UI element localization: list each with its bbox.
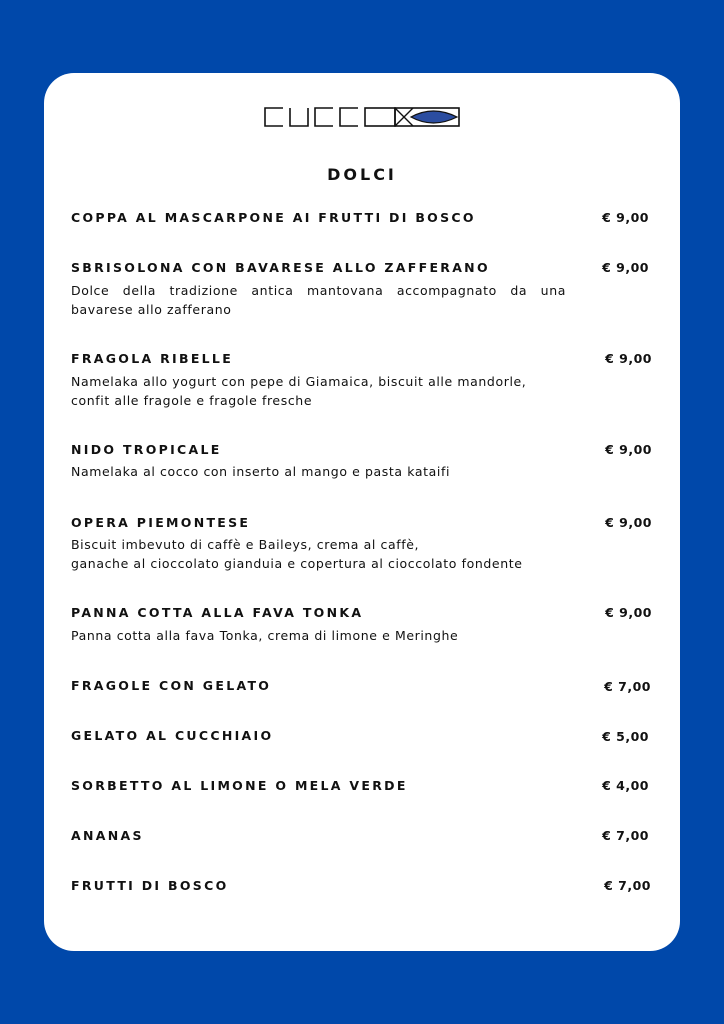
menu-item-description: Panna cotta alla fava Tonka, crema di limone e Meringhe xyxy=(71,628,459,643)
menu-item-name: OPERA PIEMONTESE xyxy=(71,515,251,530)
cucco-logo xyxy=(263,106,461,128)
menu-item-name: SORBETTO AL LIMONE O MELA VERDE xyxy=(71,778,408,793)
menu-card xyxy=(44,73,680,951)
menu-item-price: € 9,00 xyxy=(602,210,649,225)
menu-item-name: COPPA AL MASCARPONE AI FRUTTI DI BOSCO xyxy=(71,210,476,225)
menu-item-name: FRAGOLE CON GELATO xyxy=(71,678,272,693)
menu-item-name: NIDO TROPICALE xyxy=(71,442,222,457)
menu-item-description-line: Namelaka allo yogurt con pepe di Giamaica, biscuit alle mandorle, xyxy=(71,374,527,389)
section-title: DOLCI xyxy=(327,165,397,184)
menu-item-description: Namelaka al cocco con inserto al mango e pasta kataifi xyxy=(71,464,451,479)
menu-item-price: € 9,00 xyxy=(602,260,649,275)
menu-item-price: € 7,00 xyxy=(604,878,651,893)
menu-item-description-line: Biscuit imbevuto di caffè e Baileys, crema al caffè, xyxy=(71,537,420,552)
menu-item-name: FRUTTI DI BOSCO xyxy=(71,878,229,893)
menu-item-price: € 4,00 xyxy=(602,778,649,793)
menu-item-description-line: ganache al cioccolato gianduia e copertura al cioccolato fondente xyxy=(71,556,523,571)
menu-item-price: € 7,00 xyxy=(602,828,649,843)
menu-item-price: € 9,00 xyxy=(605,515,652,530)
menu-item-price: € 9,00 xyxy=(605,351,652,366)
menu-item-description xyxy=(71,372,526,410)
menu-item-description xyxy=(71,535,523,573)
menu-item-name: SBRISOLONA CON BAVARESE ALLO ZAFFERANO xyxy=(71,260,490,275)
menu-item-name: ANANAS xyxy=(71,828,144,843)
menu-item-name: GELATO AL CUCCHIAIO xyxy=(71,728,274,743)
menu-item-price: € 7,00 xyxy=(604,679,651,694)
menu-item-name: FRAGOLA RIBELLE xyxy=(71,351,234,366)
menu-item-price: € 9,00 xyxy=(605,442,652,457)
menu-item-description-line: confit alle fragole e fragole fresche xyxy=(71,393,313,408)
menu-item-description: Dolce della tradizione antica mantovana accompagnato da una bavarese allo zafferano xyxy=(71,283,566,317)
menu-item-price: € 9,00 xyxy=(605,605,652,620)
menu-item-name: PANNA COTTA ALLA FAVA TONKA xyxy=(71,605,364,620)
menu-item-price: € 5,00 xyxy=(602,729,649,744)
